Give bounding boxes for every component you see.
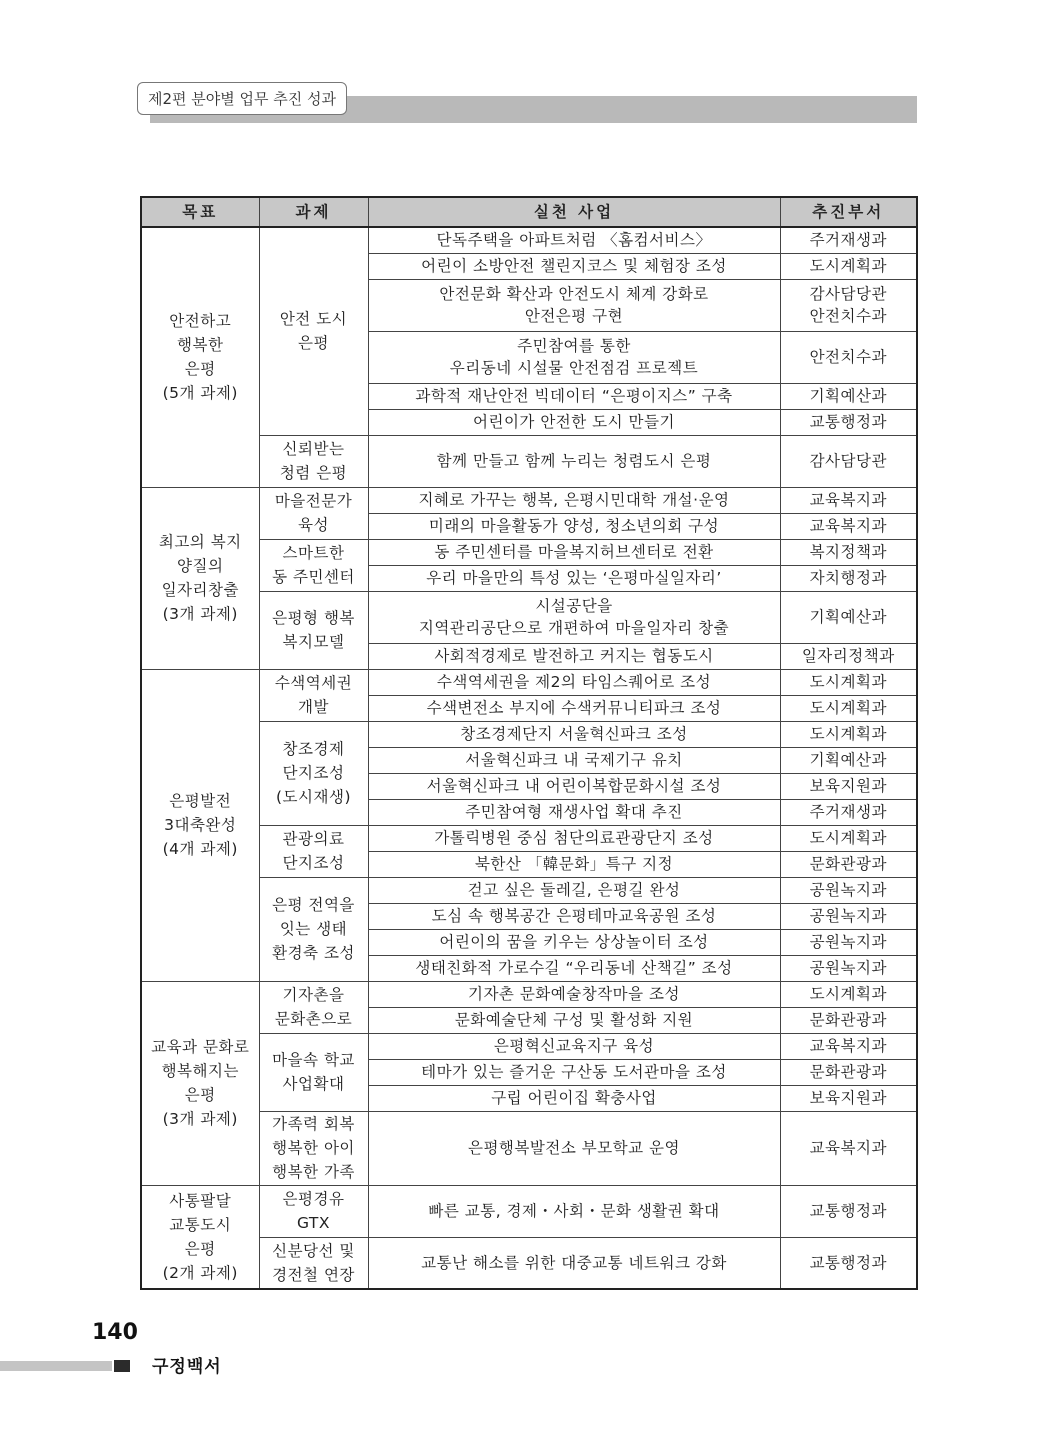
dept-cell: 감사담당관 안전치수과 xyxy=(780,279,917,331)
dept-cell: 복지정책과 xyxy=(780,539,917,565)
project-cell: 과학적 재난안전 빅데이터 “은평이지스” 구축 xyxy=(368,383,780,409)
dept-cell: 도시계획과 xyxy=(780,721,917,747)
task-cell: 은평경유 GTX xyxy=(259,1185,368,1237)
dept-cell: 문화관광과 xyxy=(780,1007,917,1033)
task-cell: 기자촌을 문화촌으로 xyxy=(259,981,368,1033)
project-cell: 어린이의 꿈을 키우는 상상놀이터 조성 xyxy=(368,929,780,955)
goal-cell: 사통팔달 교통도시 은평 (2개 과제) xyxy=(141,1185,259,1289)
project-cell: 안전문화 확산과 안전도시 체계 강화로 안전은평 구현 xyxy=(368,279,780,331)
footer-marker xyxy=(114,1360,130,1372)
dept-cell: 보육지원과 xyxy=(780,773,917,799)
project-cell: 단독주택을 아파트처럼 〈홈컴서비스〉 xyxy=(368,227,780,253)
dept-cell: 문화관광과 xyxy=(780,851,917,877)
project-cell: 어린이 소방안전 챌린지코스 및 체험장 조성 xyxy=(368,253,780,279)
dept-cell: 교육복지과 xyxy=(780,513,917,539)
dept-cell: 일자리정책과 xyxy=(780,643,917,669)
task-cell: 마을속 학교 사업확대 xyxy=(259,1033,368,1111)
dept-cell: 도시계획과 xyxy=(780,825,917,851)
dept-cell: 교통행정과 xyxy=(780,1237,917,1289)
dept-cell: 감사담당관 xyxy=(780,435,917,487)
dept-cell: 주거재생과 xyxy=(780,799,917,825)
dept-cell: 도시계획과 xyxy=(780,695,917,721)
project-cell: 교통난 해소를 위한 대중교통 네트워크 강화 xyxy=(368,1237,780,1289)
project-cell: 주민참여를 통한 우리동네 시설물 안전점검 프로젝트 xyxy=(368,331,780,383)
dept-cell: 안전치수과 xyxy=(780,331,917,383)
book-title: 구정백서 xyxy=(152,1357,222,1377)
goal-cell: 안전하고 행복한 은평 (5개 과제) xyxy=(141,227,259,487)
project-cell: 수색역세권을 제2의 타임스퀘어로 조성 xyxy=(368,669,780,695)
project-cell: 생태친화적 가로수길 “우리동네 산책길” 조성 xyxy=(368,955,780,981)
project-cell: 우리 마을만의 특성 있는 ‘은평마실일자리’ xyxy=(368,565,780,591)
project-cell: 시설공단을 지역관리공단으로 개편하여 마을일자리 창출 xyxy=(368,591,780,643)
project-cell: 수색변전소 부지에 수색커뮤니티파크 조성 xyxy=(368,695,780,721)
table-row xyxy=(141,1185,917,1237)
header-goal: 목표 xyxy=(141,197,259,227)
project-table xyxy=(140,196,918,1290)
project-cell: 주민참여형 재생사업 확대 추진 xyxy=(368,799,780,825)
goal-cell: 은평발전 3대축완성 (4개 과제) xyxy=(141,669,259,981)
task-cell: 관광의료 단지조성 xyxy=(259,825,368,877)
project-cell: 걷고 싶은 둘레길, 은평길 완성 xyxy=(368,877,780,903)
page-number: 140 xyxy=(92,1320,138,1345)
project-cell: 구립 어린이집 확충사업 xyxy=(368,1085,780,1111)
project-cell: 빠른 교통, 경제・사회・문화 생활권 확대 xyxy=(368,1185,780,1237)
dept-cell: 보육지원과 xyxy=(780,1085,917,1111)
project-cell: 북한산 「韓문화」특구 지정 xyxy=(368,851,780,877)
dept-cell: 주거재생과 xyxy=(780,227,917,253)
table-row xyxy=(141,981,917,1007)
project-cell: 테마가 있는 즐거운 구산동 도서관마을 조성 xyxy=(368,1059,780,1085)
table-header-row xyxy=(141,197,917,227)
dept-cell: 교육복지과 xyxy=(780,1111,917,1185)
goal-cell: 최고의 복지 양질의 일자리창출 (3개 과제) xyxy=(141,487,259,669)
dept-cell: 문화관광과 xyxy=(780,1059,917,1085)
project-cell: 기자촌 문화예술창작마을 조성 xyxy=(368,981,780,1007)
task-cell: 수색역세권 개발 xyxy=(259,669,368,721)
dept-cell: 공원녹지과 xyxy=(780,877,917,903)
dept-cell: 교통행정과 xyxy=(780,1185,917,1237)
dept-cell: 기획예산과 xyxy=(780,383,917,409)
header-dept: 추진부서 xyxy=(780,197,917,227)
task-cell: 신뢰받는 청렴 은평 xyxy=(259,435,368,487)
dept-cell: 공원녹지과 xyxy=(780,955,917,981)
header-task: 과제 xyxy=(259,197,368,227)
project-cell: 지혜로 가꾸는 행복, 은평시민대학 개설·운영 xyxy=(368,487,780,513)
table-row xyxy=(141,669,917,695)
task-cell: 은평 전역을 잇는 생태 환경축 조성 xyxy=(259,877,368,981)
task-cell: 스마트한 동 주민센터 xyxy=(259,539,368,591)
header-project: 실천 사업 xyxy=(368,197,780,227)
task-cell: 안전 도시 은평 xyxy=(259,227,368,435)
dept-cell: 공원녹지과 xyxy=(780,929,917,955)
task-cell: 신분당선 및 경전철 연장 xyxy=(259,1237,368,1289)
project-cell: 함께 만들고 함께 누리는 청렴도시 은평 xyxy=(368,435,780,487)
table-row xyxy=(141,227,917,253)
dept-cell: 도시계획과 xyxy=(780,669,917,695)
project-cell: 도심 속 행복공간 은평테마교육공원 조성 xyxy=(368,903,780,929)
project-cell: 문화예술단체 구성 및 활성화 지원 xyxy=(368,1007,780,1033)
project-cell: 은평혁신교육지구 육성 xyxy=(368,1033,780,1059)
section-title: 제2편 분야별 업무 추진 성과 xyxy=(137,82,347,115)
project-cell: 가톨릭병원 중심 첨단의료관광단지 조성 xyxy=(368,825,780,851)
project-cell: 사회적경제로 발전하고 커지는 협동도시 xyxy=(368,643,780,669)
dept-cell: 교통행정과 xyxy=(780,409,917,435)
footer-bar xyxy=(0,1361,112,1371)
dept-cell: 기획예산과 xyxy=(780,747,917,773)
goal-cell: 교육과 문화로 행복해지는 은평 (3개 과제) xyxy=(141,981,259,1185)
dept-cell: 도시계획과 xyxy=(780,981,917,1007)
dept-cell: 교육복지과 xyxy=(780,1033,917,1059)
project-cell: 서울혁신파크 내 국제기구 유치 xyxy=(368,747,780,773)
dept-cell: 자치행정과 xyxy=(780,565,917,591)
dept-cell: 도시계획과 xyxy=(780,253,917,279)
table-row xyxy=(141,487,917,513)
project-cell: 은평행복발전소 부모학교 운영 xyxy=(368,1111,780,1185)
dept-cell: 기획예산과 xyxy=(780,591,917,643)
project-cell: 창조경제단지 서울혁신파크 조성 xyxy=(368,721,780,747)
project-cell: 어린이가 안전한 도시 만들기 xyxy=(368,409,780,435)
task-cell: 가족력 회복 행복한 아이 행복한 가족 xyxy=(259,1111,368,1185)
project-cell: 서울혁신파크 내 어린이복합문화시설 조성 xyxy=(368,773,780,799)
project-cell: 미래의 마을활동가 양성, 청소년의회 구성 xyxy=(368,513,780,539)
task-cell: 은평형 행복 복지모델 xyxy=(259,591,368,669)
task-cell: 마을전문가 육성 xyxy=(259,487,368,539)
project-cell: 동 주민센터를 마을복지허브센터로 전환 xyxy=(368,539,780,565)
task-cell: 창조경제 단지조성 (도시재생) xyxy=(259,721,368,825)
dept-cell: 교육복지과 xyxy=(780,487,917,513)
dept-cell: 공원녹지과 xyxy=(780,903,917,929)
